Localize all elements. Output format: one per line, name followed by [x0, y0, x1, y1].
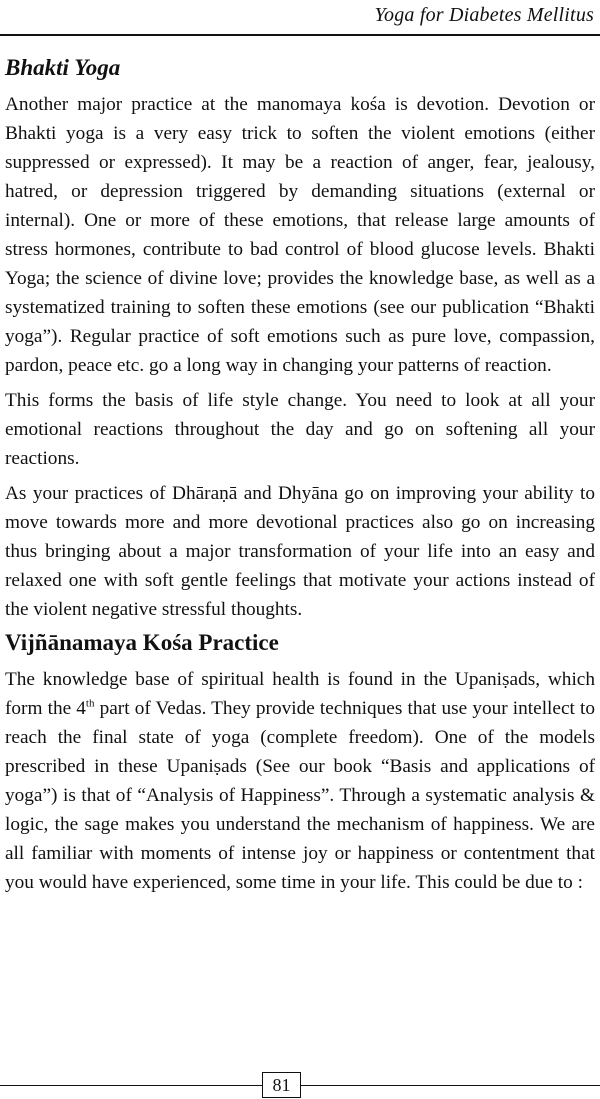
page-footer [0, 1072, 600, 1098]
superscript: th [85, 697, 95, 710]
paragraph-text: part of Vedas. They provide techniques that use your intellect to reach the final state of yoga (complete freedom). One of the models prescribed in these Upaniṣads (See our book “Basis and applications of yoga”) is that of “Analysis of Happiness”. Through a systematic analysis & logic, the sage makes you understand the mechanism of happiness. We are all familiar with moments of intense joy or happiness or contentment that you would have experienced, some time in your life. This could be due to : [5, 698, 595, 893]
paragraph [5, 665, 595, 897]
section-title-vijnanamaya-kosa: Vijñānamaya Kośa Practice [5, 630, 279, 655]
running-head-title: Yoga for Diabetes Mellitus [374, 4, 594, 26]
header-rule [0, 34, 600, 36]
paragraph: Another major practice at the manomaya kośa is devotion. Devotion or Bhakti yoga is a very easy trick to soften the violent emotions (either suppressed or expressed). It may be a reaction of anger, fear, jealousy, hatred, or depression triggered by demanding situations (external or internal). One or more of these emotions, that release large amounts of stress hormones, contribute to bad control of blood glucose levels. Bhakti Yoga; the science of divine love; provides the knowledge base, as well as a systematized training to soften these emotions (see our publication “Bhakti yoga”). Regular practice of soft emotions such as pure love, compassion, pardon, peace etc. go a long way in changing your patterns of reaction. [5, 94, 595, 376]
page-number: 81 [262, 1072, 301, 1098]
paragraph: As your practices of Dhāraṇā and Dhyāna go on improving your ability to move towards more and more devotional practices also go on increasing thus bringing about a major transformation of your life into an easy and relaxed one with soft gentle feelings that motivate your actions instead of the violent negative stressful thoughts. [5, 483, 595, 620]
footer-rule-right [301, 1085, 600, 1086]
footer-rule-left [0, 1085, 262, 1086]
page-body [5, 55, 595, 903]
paragraph-text: The knowledge base of spiritual health is found in the Upaniṣads, which form the 4 [5, 669, 595, 719]
section-title-bhakti-yoga: Bhakti Yoga [5, 55, 121, 80]
paragraph: This forms the basis of life style change. You need to look at all your emotional reactions throughout the day and go on softening all your reactions. [5, 390, 595, 469]
